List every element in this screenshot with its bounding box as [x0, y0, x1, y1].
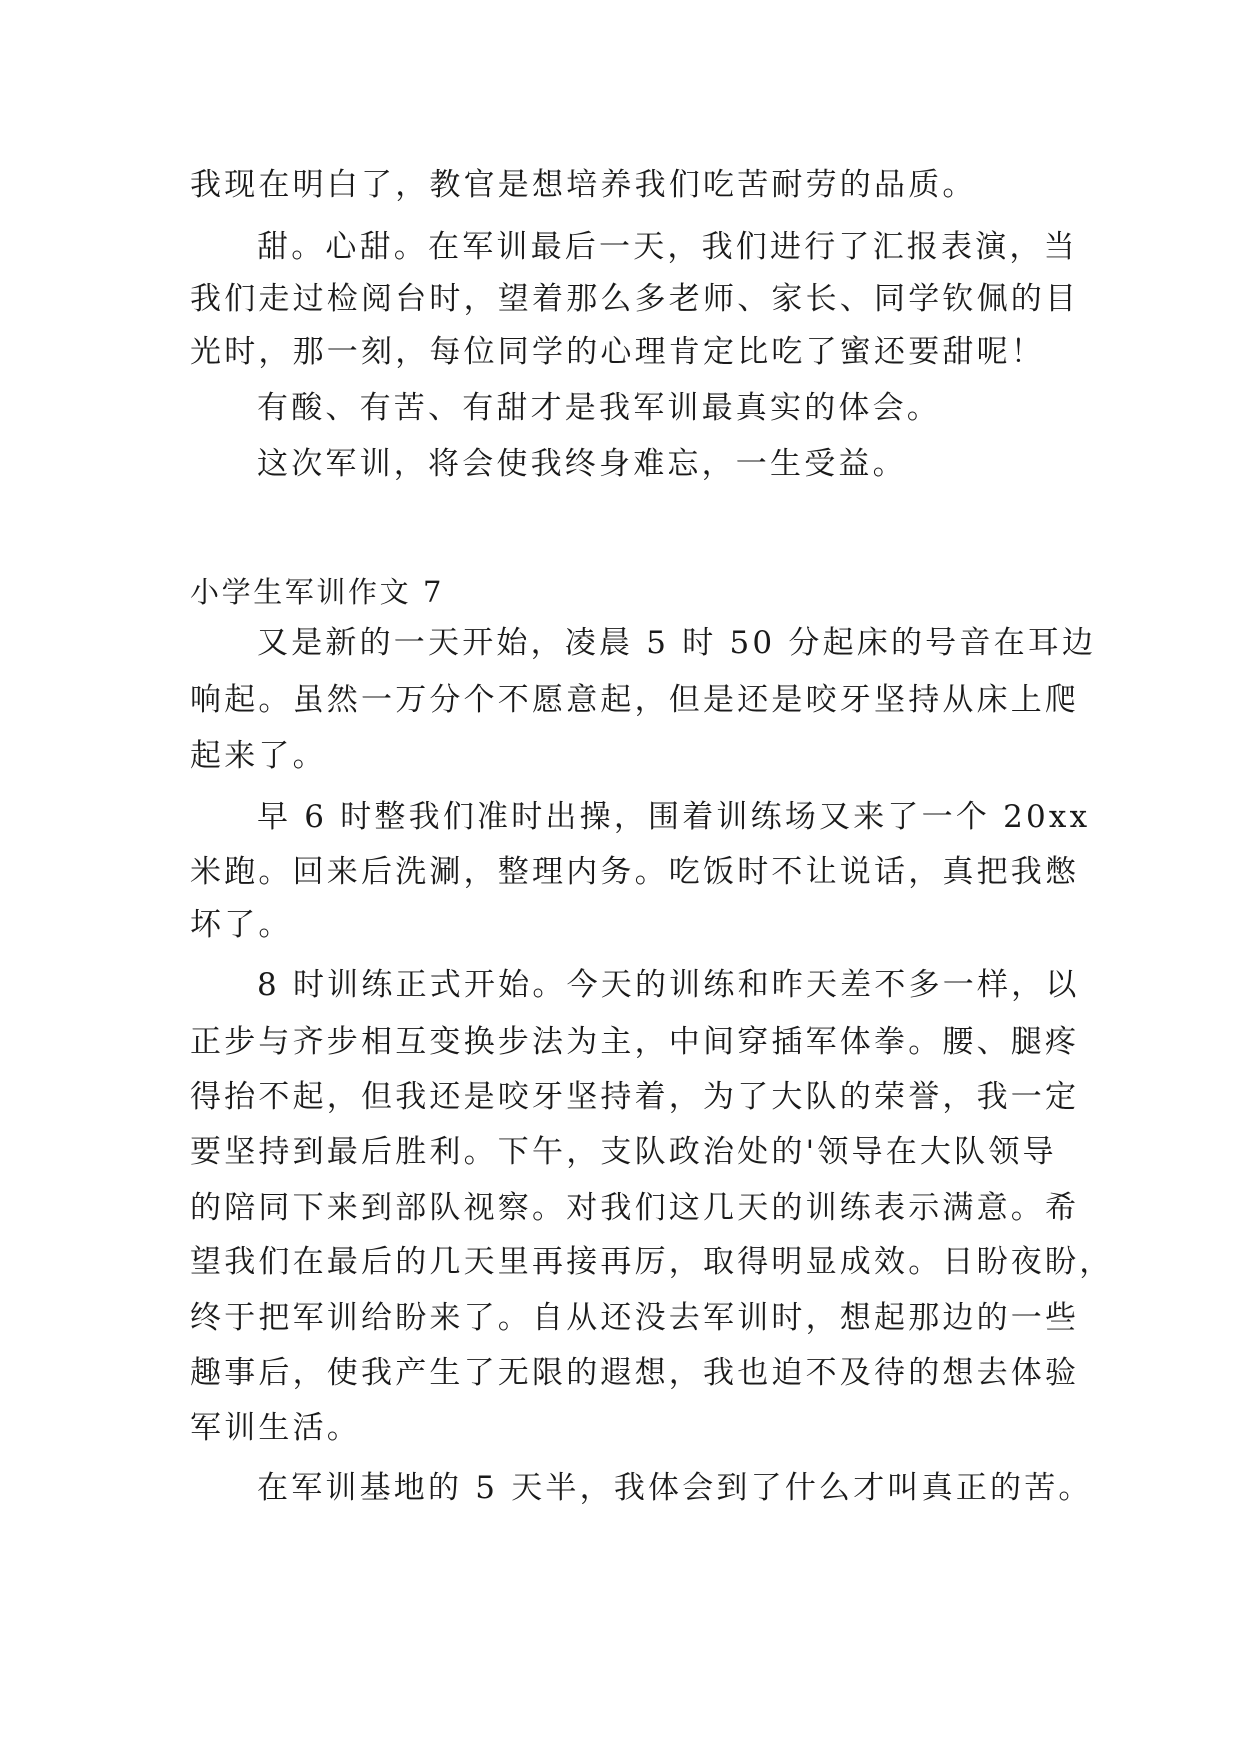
text-line: 军训生活。 — [190, 1410, 361, 1446]
text-line: 在军训基地的 5 天半，我体会到了什么才叫真正的苦。 — [257, 1470, 1093, 1506]
text-line: 得抬不起，但我还是咬牙坚持着，为了大队的荣誉，我一定 — [190, 1079, 1080, 1115]
text-line: 8 时训练正式开始。今天的训练和昨天差不多一样，以 — [257, 967, 1080, 1003]
text-line: 甜。心甜。在军训最后一天，我们进行了汇报表演，当 — [257, 229, 1078, 265]
text-line: 坏了。 — [190, 907, 293, 943]
text-line: 起来了。 — [190, 738, 327, 774]
text-line: 我现在明白了，教官是想培养我们吃苦耐劳的品质。 — [190, 167, 977, 203]
text-line: 有酸、有苦、有甜才是我军训最真实的体会。 — [257, 390, 941, 426]
text-line: 米跑。回来后洗涮，整理内务。吃饭时不让说话，真把我憋 — [190, 854, 1080, 890]
text-line: 我们走过检阅台时，望着那么多老师、家长、同学钦佩的目 — [190, 281, 1080, 317]
text-line: 望我们在最后的几天里再接再厉，取得明显成效。日盼夜盼， — [190, 1244, 1114, 1280]
text-line: 的陪同下来到部队视察。对我们这几天的训练表示满意。希 — [190, 1190, 1080, 1226]
text-line: 光时，那一刻，每位同学的心理肯定比吃了蜜还要甜呢！ — [190, 334, 1045, 370]
text-line: 趣事后，使我产生了无限的遐想，我也迫不及待的想去体验 — [190, 1355, 1080, 1391]
section-heading: 小学生军训作文 7 — [190, 575, 445, 609]
text-line: 正步与齐步相互变换步法为主，中间穿插军体拳。腰、腿疼 — [190, 1024, 1080, 1060]
text-line: 这次军训，将会使我终身难忘，一生受益。 — [257, 446, 907, 482]
text-line: 响起。虽然一万分个不愿意起，但是还是咬牙坚持从床上爬 — [190, 682, 1080, 718]
text-line: 要坚持到最后胜利。下午，支队政治处的'领导在大队领导 — [190, 1134, 1057, 1170]
text-line: 早 6 时整我们准时出操，围着训练场又来了一个 20xx — [257, 799, 1091, 835]
text-line: 又是新的一天开始，凌晨 5 时 50 分起床的号音在耳边 — [257, 625, 1097, 661]
text-line: 终于把军训给盼来了。自从还没去军训时，想起那边的一些 — [190, 1300, 1080, 1336]
